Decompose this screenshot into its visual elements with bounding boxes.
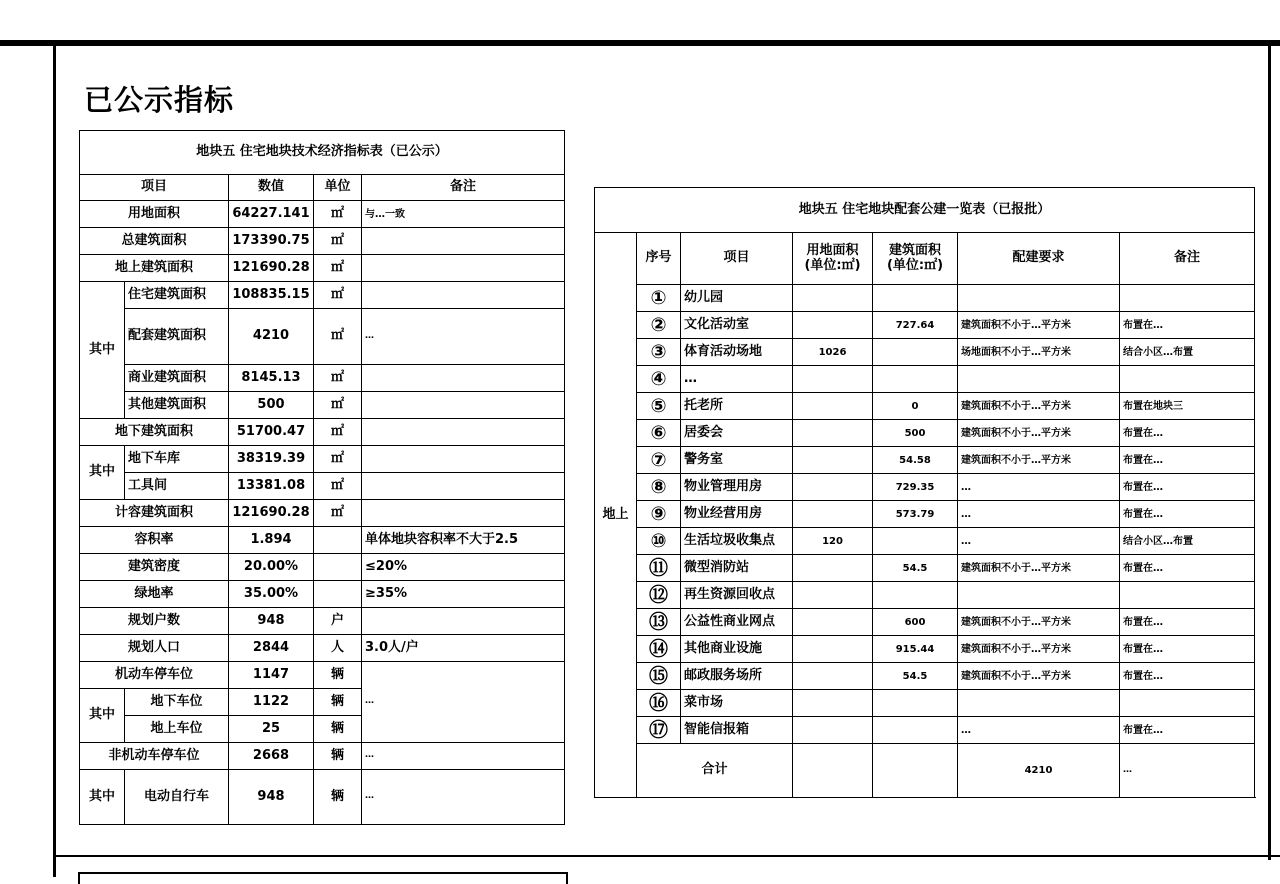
row-area <box>873 528 958 555</box>
table-row <box>80 473 565 500</box>
row-note <box>1120 690 1255 717</box>
row-note: 布置在… <box>1120 312 1255 339</box>
row-item: 机动车停车位 <box>80 662 229 689</box>
row-note: … <box>362 770 565 825</box>
row-item: 计容建筑面积 <box>80 500 229 527</box>
table-row <box>80 419 565 446</box>
row-note <box>362 446 565 473</box>
header-note: 备注 <box>1120 233 1255 285</box>
row-area: 54.58 <box>873 447 958 474</box>
table-row <box>595 312 1255 339</box>
row-land <box>793 717 873 744</box>
row-item: 配套建筑面积 <box>125 309 229 365</box>
row-land <box>793 285 873 312</box>
row-note: 布置在… <box>1120 474 1255 501</box>
row-item: 公益性商业网点 <box>681 609 793 636</box>
row-land <box>793 663 873 690</box>
row-area <box>873 366 958 393</box>
row-land <box>793 555 873 582</box>
row-land <box>793 393 873 420</box>
table-row <box>595 420 1255 447</box>
row-unit: ㎡ <box>314 201 362 228</box>
row-value: 38319.39 <box>229 446 314 473</box>
row-item: 物业管理用房 <box>681 474 793 501</box>
row-unit: ㎡ <box>314 309 362 365</box>
row-unit: ㎡ <box>314 282 362 309</box>
row-item: 工具间 <box>125 473 229 500</box>
row-land <box>793 420 873 447</box>
table-row <box>595 636 1255 663</box>
row-req: … <box>958 474 1120 501</box>
row-note: 布置在… <box>1120 663 1255 690</box>
row-value: 121690.28 <box>229 500 314 527</box>
table-row <box>80 282 565 309</box>
row-area: 600 <box>873 609 958 636</box>
row-item: 电动自行车 <box>125 770 229 825</box>
row-item: 警务室 <box>681 447 793 474</box>
row-no: ⑨ <box>637 501 681 528</box>
row-note: … <box>362 309 565 365</box>
row-unit: ㎡ <box>314 392 362 419</box>
row-value: 4210 <box>229 309 314 365</box>
row-value: 13381.08 <box>229 473 314 500</box>
row-req: 建筑面积不小于…平方米 <box>958 393 1120 420</box>
table-row <box>595 528 1255 555</box>
table-row <box>80 201 565 228</box>
row-land <box>793 501 873 528</box>
row-item: 菜市场 <box>681 690 793 717</box>
row-note: … <box>362 662 565 743</box>
row-item: 其他建筑面积 <box>125 392 229 419</box>
row-unit: ㎡ <box>314 473 362 500</box>
row-value: 173390.75 <box>229 228 314 255</box>
total-note: … <box>1120 744 1255 798</box>
row-no: ③ <box>637 339 681 366</box>
row-item: 邮政服务场所 <box>681 663 793 690</box>
table-row <box>595 339 1255 366</box>
public-facilities-table <box>594 187 1255 798</box>
row-req: 建筑面积不小于…平方米 <box>958 636 1120 663</box>
row-note <box>362 282 565 309</box>
row-item: 托老所 <box>681 393 793 420</box>
table-row <box>595 393 1255 420</box>
table-row <box>595 582 1255 609</box>
row-value: 2844 <box>229 635 314 662</box>
table-row <box>80 662 565 689</box>
row-value: 948 <box>229 770 314 825</box>
table-row <box>80 228 565 255</box>
table-row <box>80 527 565 554</box>
row-req: 建筑面积不小于…平方米 <box>958 447 1120 474</box>
row-item: 非机动车停车位 <box>80 743 229 770</box>
row-item: 住宅建筑面积 <box>125 282 229 309</box>
row-value: 8145.13 <box>229 365 314 392</box>
row-unit: 辆 <box>314 716 362 743</box>
row-land: 1026 <box>793 339 873 366</box>
table-row <box>595 555 1255 582</box>
table-row <box>595 285 1255 312</box>
row-unit: ㎡ <box>314 228 362 255</box>
row-area: 915.44 <box>873 636 958 663</box>
page-title: 已公示指标 <box>84 83 235 117</box>
row-note <box>362 255 565 282</box>
row-no: ⑪ <box>637 555 681 582</box>
row-item: 地上车位 <box>125 716 229 743</box>
row-value: 25 <box>229 716 314 743</box>
row-area <box>873 582 958 609</box>
total-land <box>873 744 958 798</box>
row-req: 建筑面积不小于…平方米 <box>958 663 1120 690</box>
row-item: … <box>681 366 793 393</box>
row-unit <box>314 554 362 581</box>
row-note: ≥35% <box>362 581 565 608</box>
row-land <box>793 636 873 663</box>
row-value: 948 <box>229 608 314 635</box>
row-area <box>873 717 958 744</box>
row-item: 智能信报箱 <box>681 717 793 744</box>
row-req <box>958 285 1120 312</box>
row-item: 地下车位 <box>125 689 229 716</box>
row-value: 500 <box>229 392 314 419</box>
row-note <box>1120 285 1255 312</box>
row-item: 用地面积 <box>80 201 229 228</box>
row-value: 2668 <box>229 743 314 770</box>
row-item: 地上建筑面积 <box>80 255 229 282</box>
row-req: 建筑面积不小于…平方米 <box>958 609 1120 636</box>
header-unit: 单位 <box>314 175 362 201</box>
row-area: 54.5 <box>873 555 958 582</box>
table-row <box>595 474 1255 501</box>
row-req: … <box>958 528 1120 555</box>
row-note: 布置在… <box>1120 555 1255 582</box>
drawing-frame-left <box>53 40 56 877</box>
row-land <box>793 474 873 501</box>
row-area <box>873 285 958 312</box>
row-item: 商业建筑面积 <box>125 365 229 392</box>
row-area <box>873 339 958 366</box>
row-value: 64227.141 <box>229 201 314 228</box>
row-item: 微型消防站 <box>681 555 793 582</box>
row-area: 573.79 <box>873 501 958 528</box>
tech-econ-index-table <box>79 130 565 825</box>
row-no: ⑩ <box>637 528 681 555</box>
table-row <box>595 690 1255 717</box>
row-req: … <box>958 717 1120 744</box>
row-land <box>793 582 873 609</box>
table-row <box>80 743 565 770</box>
row-land: 120 <box>793 528 873 555</box>
row-value: 1122 <box>229 689 314 716</box>
group-label: 其中 <box>80 770 125 825</box>
table-row <box>595 366 1255 393</box>
table-row <box>80 309 565 365</box>
row-land <box>793 312 873 339</box>
table-row <box>80 770 565 825</box>
row-unit: 户 <box>314 608 362 635</box>
drawing-frame-right <box>1268 40 1271 860</box>
row-req: 建筑面积不小于…平方米 <box>958 555 1120 582</box>
side-label: 地上 <box>595 233 637 798</box>
header-requirement: 配建要求 <box>958 233 1120 285</box>
row-no: ⑫ <box>637 582 681 609</box>
total-label: 合计 <box>637 744 793 798</box>
table-title: 地块五 住宅地块配套公建一览表（已报批） <box>595 188 1255 233</box>
row-item: 规划人口 <box>80 635 229 662</box>
row-value: 20.00% <box>229 554 314 581</box>
row-item: 容积率 <box>80 527 229 554</box>
row-no: ⑮ <box>637 663 681 690</box>
row-value: 1.894 <box>229 527 314 554</box>
row-no: ⑬ <box>637 609 681 636</box>
row-req: … <box>958 501 1120 528</box>
row-unit: 辆 <box>314 662 362 689</box>
table-row <box>80 392 565 419</box>
row-item: 其他商业设施 <box>681 636 793 663</box>
row-no: ⑯ <box>637 690 681 717</box>
row-note <box>362 392 565 419</box>
table-row <box>595 447 1255 474</box>
table-row <box>80 581 565 608</box>
row-note: … <box>362 743 565 770</box>
row-land <box>793 366 873 393</box>
row-req: 建筑面积不小于…平方米 <box>958 312 1120 339</box>
row-item: 建筑密度 <box>80 554 229 581</box>
row-no: ⑧ <box>637 474 681 501</box>
row-area: 0 <box>873 393 958 420</box>
row-item: 体育活动场地 <box>681 339 793 366</box>
row-land <box>793 690 873 717</box>
row-no: ⑦ <box>637 447 681 474</box>
row-unit: 人 <box>314 635 362 662</box>
row-note: 与…一致 <box>362 201 565 228</box>
row-item: 地下车库 <box>125 446 229 473</box>
row-note: 结合小区…布置 <box>1120 528 1255 555</box>
row-value: 51700.47 <box>229 419 314 446</box>
table-title: 地块五 住宅地块技术经济指标表（已公示） <box>80 131 565 175</box>
row-no: ⑥ <box>637 420 681 447</box>
row-no: ⑤ <box>637 393 681 420</box>
drawing-frame-top <box>0 40 1280 46</box>
row-item: 规划户数 <box>80 608 229 635</box>
row-unit: 辆 <box>314 689 362 716</box>
row-unit <box>314 581 362 608</box>
header-item: 项目 <box>80 175 229 201</box>
row-item: 绿地率 <box>80 581 229 608</box>
header-building-area: 建筑面积 (单位:㎡) <box>873 233 958 285</box>
header-no: 序号 <box>637 233 681 285</box>
row-land <box>793 609 873 636</box>
row-note <box>362 228 565 255</box>
row-req <box>958 690 1120 717</box>
row-no: ② <box>637 312 681 339</box>
row-value: 121690.28 <box>229 255 314 282</box>
row-unit: ㎡ <box>314 365 362 392</box>
table-row <box>80 554 565 581</box>
row-note: 3.0人/户 <box>362 635 565 662</box>
row-note: 单体地块容积率不大于2.5 <box>362 527 565 554</box>
row-area: 727.64 <box>873 312 958 339</box>
row-item: 总建筑面积 <box>80 228 229 255</box>
table-row <box>80 365 565 392</box>
row-note: 布置在地块三 <box>1120 393 1255 420</box>
total-area: 4210 <box>958 744 1120 798</box>
row-item: 幼儿园 <box>681 285 793 312</box>
group-label: 其中 <box>80 282 125 419</box>
header-note: 备注 <box>362 175 565 201</box>
group-label: 其中 <box>80 446 125 500</box>
row-unit: ㎡ <box>314 446 362 473</box>
row-unit: ㎡ <box>314 255 362 282</box>
row-note: 结合小区…布置 <box>1120 339 1255 366</box>
row-unit: ㎡ <box>314 500 362 527</box>
group-label: 其中 <box>80 689 125 743</box>
total-item <box>793 744 873 798</box>
total-row <box>595 744 1255 798</box>
row-unit: ㎡ <box>314 419 362 446</box>
row-note: 布置在… <box>1120 501 1255 528</box>
table-row <box>80 446 565 473</box>
table-row <box>80 500 565 527</box>
row-note <box>362 419 565 446</box>
table-row <box>595 663 1255 690</box>
row-area: 500 <box>873 420 958 447</box>
row-note: 布置在… <box>1120 447 1255 474</box>
row-no: ⑰ <box>637 717 681 744</box>
table-row <box>80 255 565 282</box>
row-item: 居委会 <box>681 420 793 447</box>
table-row <box>595 717 1255 744</box>
row-area: 54.5 <box>873 663 958 690</box>
row-item: 物业经营用房 <box>681 501 793 528</box>
row-no: ⑭ <box>637 636 681 663</box>
header-item: 项目 <box>681 233 793 285</box>
row-note <box>362 473 565 500</box>
row-note <box>362 500 565 527</box>
row-note: 布置在… <box>1120 717 1255 744</box>
drawing-frame-bottom <box>53 855 1280 857</box>
row-item: 地下建筑面积 <box>80 419 229 446</box>
row-note <box>1120 366 1255 393</box>
row-land <box>793 447 873 474</box>
row-note: 布置在… <box>1120 636 1255 663</box>
row-area: 729.35 <box>873 474 958 501</box>
header-value: 数值 <box>229 175 314 201</box>
row-req <box>958 366 1120 393</box>
row-note: 布置在… <box>1120 420 1255 447</box>
row-area <box>873 690 958 717</box>
table-row <box>595 501 1255 528</box>
row-value: 108835.15 <box>229 282 314 309</box>
row-note <box>362 365 565 392</box>
row-value: 35.00% <box>229 581 314 608</box>
row-unit: 辆 <box>314 743 362 770</box>
row-req: 建筑面积不小于…平方米 <box>958 420 1120 447</box>
row-req <box>958 582 1120 609</box>
row-note: ≤20% <box>362 554 565 581</box>
row-no: ④ <box>637 366 681 393</box>
table-row <box>80 608 565 635</box>
row-item: 生活垃圾收集点 <box>681 528 793 555</box>
row-req: 场地面积不小于…平方米 <box>958 339 1120 366</box>
next-table-edge <box>78 872 568 884</box>
row-note <box>362 608 565 635</box>
header-land-area: 用地面积 (单位:㎡) <box>793 233 873 285</box>
row-item: 再生资源回收点 <box>681 582 793 609</box>
table-row <box>595 609 1255 636</box>
row-unit <box>314 527 362 554</box>
row-unit: 辆 <box>314 770 362 825</box>
row-note: 布置在… <box>1120 609 1255 636</box>
table-row <box>80 635 565 662</box>
row-item: 文化活动室 <box>681 312 793 339</box>
row-value: 1147 <box>229 662 314 689</box>
row-no: ① <box>637 285 681 312</box>
row-note <box>1120 582 1255 609</box>
